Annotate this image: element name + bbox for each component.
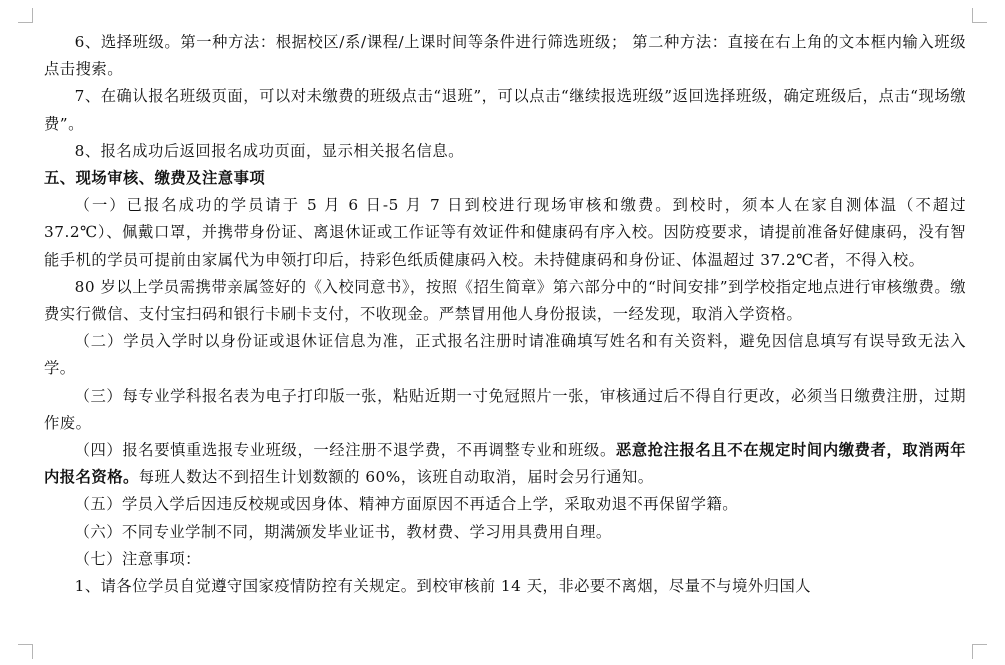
paragraph-step-8: 8、报名成功后返回报名成功页面，显示相关报名信息。 [74, 141, 464, 160]
paragraph-item-4-bold-warning: 恶意抢注报名且不在规定时间内缴费者，取消两年内报名资格。 [44, 441, 966, 487]
paragraph-item-1: （一）已报名成功的学员请于 5 月 6 日-5 月 7 日到校进行现场审核和缴费。到校时，须本人在家自测体温（不超过 37.2℃）、佩戴口罩，并携带身份证、离退休证或工作证等有效证件和健康码有序入校。因防疫要求，请提前准备好健康码，没有智能手机的学员可提前由家属代为申领打印后，持彩色纸质健康码入校。未持健康码和身份证、体温超过 37.2℃者，不得入校。 [44, 196, 966, 269]
paragraph-item-4-text: （四）报名要慎重选报专业班级，一经注册不退学费，不再调整专业和班级。 [74, 441, 616, 460]
paragraph-item-3: （三）每专业学科报名表为电子打印版一张，粘贴近期一寸免冠照片一张，审核通过后不得自行更改，必须当日缴费注册，过期作废。 [44, 386, 966, 432]
paragraph-item-6: （六）不同专业学制不同，期满颁发毕业证书，教材费、学习用具费用自理。 [74, 522, 612, 541]
paragraph-note-1: 1、请各位学员自觉遵守国家疫情防控有关规定。到校审核前 14 天，非必要不离烟，尽量不与境外归国人 [74, 577, 812, 596]
section-heading: 五、现场审核、缴费及注意事项 [44, 169, 266, 188]
paragraph-step-6: 6、选择班级。第一种方法：根据校区/系/课程/上课时间等条件进行筛选班级； 第二种方法：直接在右上角的文本框内输入班级点击搜索。 [44, 33, 966, 79]
paragraph-step-7: 7、在确认报名班级页面，可以对未缴费的班级点击“退班”，可以点击“继续报选班级”返回选择班级，确定班级后，点击“现场缴费”。 [44, 87, 966, 133]
paragraph-item-2: （二）学员入学时以身份证或退休证信息为准，正式报名注册时请准确填写姓名和有关资料，避免因信息填写有误导致无法入学。 [44, 332, 966, 378]
paragraph-item-5: （五）学员入学后因违反校规或因身体、精神方面原因不再适合上学，采取劝退不再保留学籍。 [74, 495, 739, 514]
paragraph-elderly-note: 80 岁以上学员需携带亲属签好的《入校同意书》，按照《招生简章》第六部分中的“时间安排”到学校指定地点进行审核缴费。缴费实行微信、支付宝扫码和银行卡刷卡支付，不收现金。严禁冒用他人身份报读，一经发现，取消入学资格。 [44, 277, 966, 324]
page-corner-mark-top-left [18, 8, 33, 23]
paragraph-item-4 [44, 437, 966, 491]
page-corner-mark-bottom-right [972, 644, 987, 659]
document-body [44, 29, 966, 600]
paragraph-item-4-tail: 每班人数达不到招生计划数额的 60%，该班自动取消，届时会另行通知。 [138, 468, 654, 487]
page-corner-mark-top-right [972, 8, 987, 23]
paragraph-item-7: （七）注意事项： [74, 549, 201, 568]
page-corner-mark-bottom-left [18, 644, 33, 659]
